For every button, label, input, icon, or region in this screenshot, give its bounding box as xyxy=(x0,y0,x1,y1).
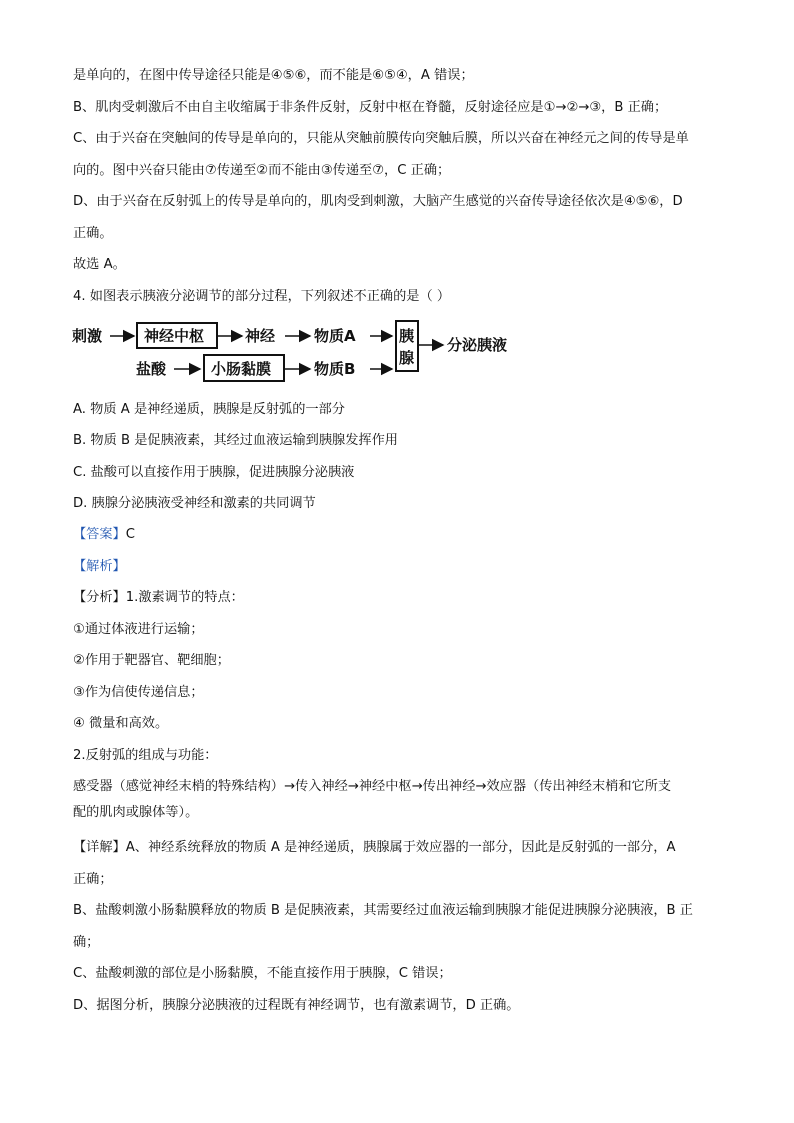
analysis-point: ③作为信使传递信息； xyxy=(73,685,204,700)
detail-d: D、据图分析，胰腺分泌胰液的过程既有神经调节，也有激素调节，D 正确。 xyxy=(73,998,520,1013)
text-line: D、由于兴奋在反射弧上的传导是单向的，肌肉受到刺激，大脑产生感觉的兴奋传导途径依次是④⑤⑥，D xyxy=(73,194,683,209)
analysis-point: ④ 微量和高效。 xyxy=(73,716,169,731)
detail-a-text: A、神经系统释放的物质 A 是神经递质，胰腺属于效应器的一部分，因此是反射弧的一部分，A xyxy=(125,840,676,855)
label-pancreas-2: 腺 xyxy=(399,349,415,367)
pancreas-regulation-diagram xyxy=(70,317,530,387)
label-stimulus: 刺激 xyxy=(72,327,103,345)
label-substance-b: 物质B xyxy=(314,360,356,378)
analysis-point: ②作用于靶器官、靶细胞； xyxy=(73,653,230,668)
detail-label: 【详解】 xyxy=(73,840,126,855)
text-line: 向的。图中兴奋只能由⑦传递至②而不能由③传递至⑦，C 正确； xyxy=(73,163,451,178)
analysis-heading: 【解析】 xyxy=(73,559,126,574)
detail-a-cont: 正确； xyxy=(73,872,113,887)
option-b: B. 物质 B 是促胰液素，其经过血液运输到胰腺发挥作用 xyxy=(73,433,398,448)
answer-value: C xyxy=(125,527,135,542)
detail-c: C、盐酸刺激的部位是小肠黏膜，不能直接作用于胰腺，C 错误； xyxy=(73,966,452,981)
question-stem: 4. 如图表示胰液分泌调节的部分过程，下列叙述不正确的是（ ） xyxy=(73,289,451,304)
label-pancreas-1: 胰 xyxy=(399,327,415,345)
reflex-arc-line: 感受器（感觉神经末梢的特殊结构）→传入神经→神经中枢→传出神经→效应器（传出神经末梢和它所支 xyxy=(73,779,672,794)
text-line: C、由于兴奋在突触间的传导是单向的，只能从突触前膜传向突触后膜，所以兴奋在神经元之间的传导是单 xyxy=(73,131,689,146)
option-d: D. 胰腺分泌胰液受神经和激素的共同调节 xyxy=(73,496,316,511)
answer-label: 【答案】 xyxy=(73,527,126,542)
analysis-title-text: 1.激素调节的特点： xyxy=(125,590,244,605)
option-a: A. 物质 A 是神经递质，胰腺是反射弧的一部分 xyxy=(73,402,345,417)
label-mucosa: 小肠黏膜 xyxy=(211,360,272,378)
detail-b-cont: 确； xyxy=(73,935,100,950)
reflex-arc-line: 配的肌肉或腺体等）。 xyxy=(73,805,199,820)
label-substance-a: 物质A xyxy=(314,327,356,345)
text-line: 故选 A。 xyxy=(73,257,126,272)
answer-line xyxy=(73,525,135,545)
analysis-label: 【分析】 xyxy=(73,590,126,605)
detail-a xyxy=(73,838,676,858)
text-line: 是单向的，在图中传导途径只能是④⑤⑥，而不能是⑥⑤④，A 错误； xyxy=(73,68,474,83)
label-acid: 盐酸 xyxy=(136,360,167,378)
analysis-title-1 xyxy=(73,588,244,608)
analysis-title-2: 2.反射弧的组成与功能： xyxy=(73,748,218,763)
label-nerve: 神经 xyxy=(245,327,276,345)
text-line: 正确。 xyxy=(73,226,113,241)
text-line: B、肌肉受刺激后不由自主收缩属于非条件反射，反射中枢在脊髓，反射途径应是①→②→③，B 正确； xyxy=(73,100,668,115)
detail-b: B、盐酸刺激小肠黏膜释放的物质 B 是促胰液素，其需要经过血液运输到胰腺才能促进胰腺分泌胰液，B 正 xyxy=(73,903,693,918)
label-center: 神经中枢 xyxy=(144,327,205,345)
option-c: C. 盐酸可以直接作用于胰腺，促进胰腺分泌胰液 xyxy=(73,465,355,480)
label-secrete: 分泌胰液 xyxy=(447,336,508,354)
analysis-point: ①通过体液进行运输； xyxy=(73,622,204,637)
